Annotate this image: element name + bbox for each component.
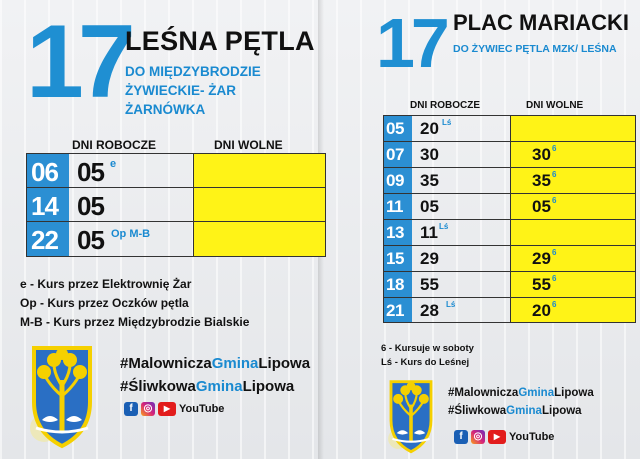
holiday-minute-cell: 05 — [532, 197, 551, 216]
minute-note: Lś — [442, 118, 452, 127]
direction-subtitle: DO ŻYWIEC PĘTLA MZK/ LEŚNA — [453, 43, 617, 55]
legend-item: Lś - Kurs do Leśnej — [381, 357, 470, 368]
holiday-minute-note: 6 — [552, 248, 557, 257]
hour-cell: 07 — [386, 145, 404, 164]
timetable-table — [26, 153, 326, 257]
holiday-minute-note: 6 — [552, 300, 557, 309]
minute-cell: 11 — [420, 223, 438, 242]
facebook-icon[interactable]: f — [454, 430, 468, 444]
hour-cell: 11 — [386, 197, 403, 216]
hour-cell: 13 — [386, 223, 404, 242]
hashtag-malownicza[interactable]: #MalowniczaGminaLipowa — [448, 387, 594, 399]
timetable-plac-mariacki — [322, 0, 640, 459]
facebook-icon[interactable]: f — [124, 402, 138, 416]
hashtag-sliwkowa[interactable]: #ŚliwkowaGminaLipowa — [448, 405, 582, 417]
minute-cell: 30 — [420, 145, 439, 164]
table-row — [384, 220, 635, 246]
hashtag-malownicza[interactable]: #MalowniczaGminaLipowa — [120, 355, 311, 372]
minute-cell: 29 — [420, 249, 439, 268]
hashtags — [448, 384, 594, 420]
minute-cell: 35 — [420, 171, 439, 190]
header-weekdays: DNI ROBOCZE — [410, 100, 480, 111]
minute-cell: 28 — [420, 301, 439, 320]
hashtag-sliwkowa[interactable]: #ŚliwkowaGminaLipowa — [120, 378, 295, 395]
minute-note: Lś — [446, 300, 456, 309]
header-holidays: DNI WOLNE — [214, 138, 283, 152]
hour-cell: 15 — [386, 249, 404, 268]
stop-title: PLAC MARIACKI — [453, 10, 629, 35]
minute-cell: 05 — [77, 157, 104, 187]
table-row — [384, 168, 635, 194]
minute-note: e — [110, 158, 117, 170]
hour-cell: 05 — [386, 119, 404, 138]
table-row — [27, 154, 325, 188]
minute-note: Lś — [439, 222, 449, 231]
minute-note: Op M-B — [111, 228, 151, 240]
social-links — [454, 430, 554, 444]
table-row — [384, 298, 635, 324]
legend-item: e - Kurs przez Elektrownię Żar — [20, 277, 192, 291]
legend-item: Op - Kurs przez Oczków pętla — [20, 296, 189, 310]
youtube-icon[interactable]: ▶ — [488, 430, 506, 444]
direction-subtitle: DO MIĘDZYBRODZIE ŻYWIECKIE- ŻAR ŻARNÓWKA — [125, 64, 261, 117]
table-row — [384, 246, 635, 272]
route-number: 17 — [26, 4, 130, 120]
timetable-table — [383, 115, 636, 323]
hour-cell: 14 — [31, 191, 58, 221]
table-row — [384, 194, 635, 220]
coat-of-arms-icon — [374, 376, 448, 456]
instagram-icon[interactable]: ◎ — [471, 430, 485, 444]
holiday-minute-cell: 29 — [532, 249, 551, 268]
holiday-minute-cell: 20 — [532, 301, 551, 320]
hour-cell: 09 — [386, 171, 404, 190]
minute-cell: 20 — [420, 119, 439, 138]
youtube-icon[interactable]: ▶ — [158, 402, 176, 416]
table-row — [384, 272, 635, 298]
hour-cell: 21 — [386, 301, 404, 320]
minute-cell: 05 — [77, 225, 104, 255]
legend — [20, 275, 249, 332]
minute-cell: 05 — [77, 191, 104, 221]
hour-cell: 18 — [386, 275, 404, 294]
holiday-minute-cell: 55 — [532, 275, 551, 294]
legend-item: 6 - Kursuje w soboty — [381, 343, 474, 354]
holiday-minute-cell: 35 — [532, 171, 551, 190]
holiday-minute-cell: 30 — [532, 145, 551, 164]
holiday-minute-note: 6 — [552, 274, 557, 283]
header-holidays: DNI WOLNE — [526, 100, 584, 111]
table-row — [27, 222, 325, 256]
table-row — [384, 142, 635, 168]
holiday-minute-note: 6 — [552, 196, 557, 205]
holiday-minute-note: 6 — [552, 144, 557, 153]
coat-of-arms-icon — [14, 340, 110, 452]
hashtags — [120, 352, 310, 398]
hour-cell: 22 — [31, 225, 58, 255]
instagram-icon[interactable]: ◎ — [141, 402, 155, 416]
hour-cell: 06 — [31, 157, 58, 187]
legend-item: M-B - Kurs przez Międzybrodzie Bialskie — [20, 315, 250, 329]
youtube-label[interactable]: YouTube — [179, 403, 225, 415]
header-weekdays: DNI ROBOCZE — [72, 138, 156, 152]
stop-title: LEŚNA PĘTLA — [125, 26, 315, 56]
route-number: 17 — [376, 4, 446, 82]
social-links — [124, 402, 224, 416]
holiday-minute-note: 6 — [552, 170, 557, 179]
legend — [381, 342, 474, 370]
minute-cell: 55 — [420, 275, 439, 294]
minute-cell: 05 — [420, 197, 439, 216]
table-row — [384, 116, 635, 142]
table-row — [27, 188, 325, 222]
youtube-label[interactable]: YouTube — [509, 431, 555, 443]
